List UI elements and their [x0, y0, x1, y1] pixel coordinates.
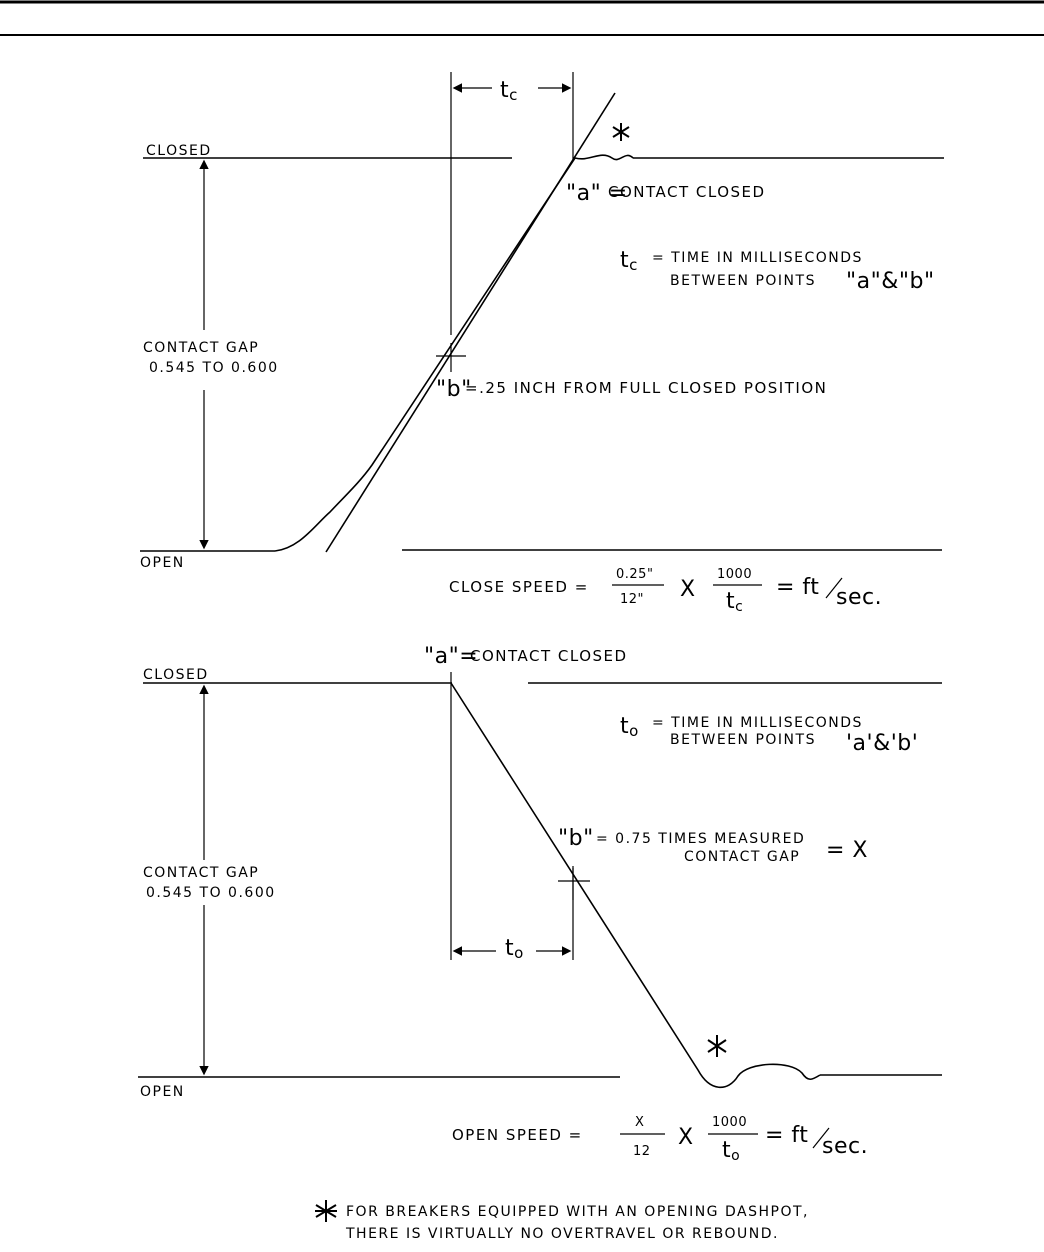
top-gap-label-1: CONTACT GAP: [143, 340, 260, 356]
top-tc-def-line-1: = TIME IN MILLISECONDS: [652, 250, 863, 266]
top-tc-def-ab: "a"&"b": [846, 269, 935, 294]
top-point-a-label: "a" =: [566, 181, 628, 206]
top-open-label: OPEN: [140, 555, 185, 571]
open-timing-diagram: [138, 644, 942, 1164]
top-tc-def-symbol: tc: [620, 248, 638, 274]
top-tc-symbol: tc: [500, 78, 518, 104]
top-gap-label-2: 0.545 TO 0.600: [149, 360, 279, 376]
open-speed-unit: sec.: [822, 1134, 869, 1159]
bottom-point-b-label: "b": [558, 826, 594, 851]
open-speed-eq: = ft: [765, 1123, 809, 1148]
open-speed-den2: to: [722, 1138, 741, 1164]
open-speed-formula: [452, 1115, 868, 1164]
bottom-point-a-text: CONTACT CLOSED: [470, 647, 628, 665]
bottom-point-a-label: "a"=: [424, 644, 479, 669]
open-speed-num2: 1000: [712, 1115, 748, 1130]
top-tangent-line: [326, 93, 615, 552]
close-speed-times: X: [680, 577, 696, 602]
close-speed-num2: 1000: [717, 567, 753, 582]
close-speed-label: CLOSE SPEED =: [449, 578, 589, 596]
top-point-b-label: "b": [436, 377, 472, 402]
top-travel-curve: [275, 155, 633, 551]
close-speed-num1: 0.25": [616, 567, 654, 582]
close-speed-unit: sec.: [836, 585, 883, 610]
bottom-to-symbol: to: [505, 936, 524, 962]
close-speed-formula: [449, 567, 882, 615]
bottom-asterisk-icon: [708, 1035, 726, 1057]
close-speed-den1: 12": [620, 592, 645, 607]
bottom-point-b-text-1: = 0.75 TIMES MEASURED: [596, 831, 806, 847]
bottom-to-def-symbol: to: [620, 714, 639, 740]
footnote: [315, 1200, 809, 1242]
close-speed-den2: tc: [726, 589, 744, 615]
top-closed-label: CLOSED: [146, 143, 212, 159]
footnote-line-1: FOR BREAKERS EQUIPPED WITH AN OPENING DASHPOT,: [346, 1204, 809, 1220]
bottom-gap-label-2: 0.545 TO 0.600: [146, 885, 276, 901]
bottom-gap-label-1: CONTACT GAP: [143, 865, 260, 881]
bottom-point-b-text-2: CONTACT GAP: [684, 849, 801, 865]
footnote-asterisk-icon: [315, 1200, 337, 1222]
open-speed-times: X: [678, 1125, 694, 1150]
bottom-point-b-eq-x: = X: [826, 838, 868, 863]
bottom-closed-label: CLOSED: [143, 667, 209, 683]
open-speed-num1: X: [635, 1115, 645, 1130]
footnote-line-2: THERE IS VIRTUALLY NO OVERTRAVEL OR REBOUND.: [346, 1226, 779, 1242]
bottom-to-def-line-1: = TIME IN MILLISECONDS: [652, 715, 863, 731]
bottom-to-def-ab: 'a'&'b': [846, 731, 919, 756]
bottom-open-label: OPEN: [140, 1084, 185, 1100]
close-speed-eq: = ft: [776, 575, 820, 600]
top-asterisk-icon: [613, 123, 629, 141]
top-point-a-text: CONTACT CLOSED: [608, 183, 766, 201]
top-point-b-text: =.25 INCH FROM FULL CLOSED POSITION: [465, 379, 828, 397]
open-speed-den1: 12: [633, 1144, 651, 1159]
bottom-to-def-line-2: BETWEEN POINTS: [670, 732, 816, 748]
top-tc-def-line-2: BETWEEN POINTS: [670, 273, 816, 289]
close-timing-diagram: [140, 72, 944, 615]
open-speed-label: OPEN SPEED =: [452, 1126, 583, 1144]
